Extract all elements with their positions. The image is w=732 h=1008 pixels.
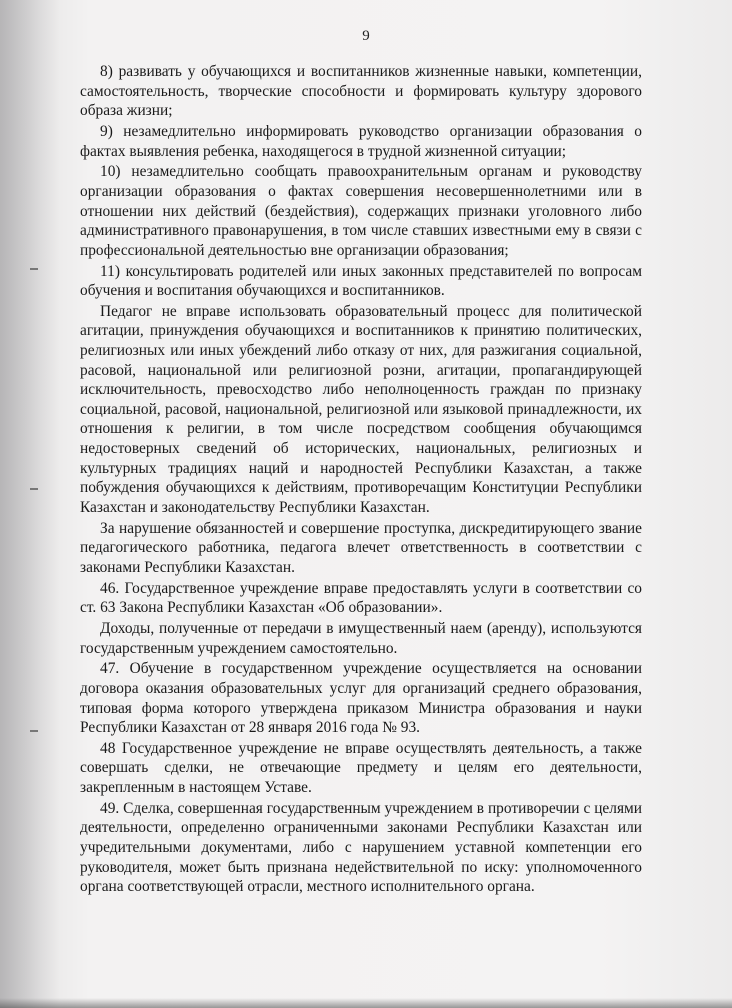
bottom-shadow <box>0 998 732 1008</box>
paragraph: 9) незамедлительно информировать руководство организации образования о фактах выявления ребенка, находящегося в трудной жизненной ситуации; <box>80 122 642 160</box>
binding-shadow <box>0 0 60 1008</box>
paragraph: 49. Сделка, совершенная государственным учреждением в противоречии с целями деятельности, определенно ограниченными законами Республики Казахстан или учредительными документами, либо с нарушением уставной компетенции его руководителя, может быть признана недействительной по иску: уполномоченного органа соответствующей отрасли, местного исполнительного органа. <box>80 799 642 896</box>
paragraph: 46. Государственное учреждение вправе предоставлять услуги в соответствии со ст. 63 Закона Республики Казахстан «Об образовании». <box>80 579 642 617</box>
document-body <box>80 62 642 898</box>
page-number: 9 <box>362 28 370 44</box>
edge-mark <box>30 488 38 490</box>
paragraph: Доходы, полученные от передачи в имущественный наем (аренду), используются государственным учреждением самостоятельно. <box>80 619 642 657</box>
edge-mark <box>30 730 38 732</box>
paragraph: 47. Обучение в государственном учреждение осуществляется на основании договора оказания образовательных услуг для организаций среднего образования, типовая форма которого утверждена приказом Министра образования и науки Республики Казахстан от 28 января 2016 года № 93. <box>80 660 642 737</box>
paragraph: 11) консультировать родителей или иных законных представителей по вопросам обучения и воспитания обучающихся и воспитанников. <box>80 262 642 300</box>
paragraph: 10) незамедлительно сообщать правоохранительным органам и руководству организации образования о фактах совершения несовершеннолетними или в отношении них действий (бездействия), содержащих признаки уголовного либо административного правонарушения, в том числе ставших известными ему в связи с профессиональной деятельностью вне организации образования; <box>80 163 642 259</box>
paragraph: 48 Государственное учреждение не вправе осуществлять деятельность, а также совершать сделки, не отвечающие предмету и целям его деятельности, закрепленным в настоящем Уставе. <box>80 739 642 797</box>
paragraph: 8) развивать у обучающихся и воспитанников жизненные навыки, компетенции, самостоятельность, творческие способности и формировать культуру здорового образа жизни; <box>80 63 642 120</box>
edge-mark <box>30 268 38 270</box>
paragraph: Педагог не вправе использовать образовательный процесс для политической агитации, принуждения обучающихся и воспитанников к принятию политических, религиозных или иных убеждений либо отказу от них, для разжигания социальной, расовой, национальной или религиозной розни, агитации, пропагандирующей исключительность, превосходство либо неполноценность граждан по признаку социальной, расовой, национальной, религиозной или языковой принадлежности, их отношения к религии, в том числе посредством сообщения обучающимся недостоверных сведений об исторических, национальных, религиозных и культурных традициях наций и народностей Республики Казахстан, а также побуждения обучающихся к действиям, противоречащим Конституции Республики Казахстан и законодательству Республики Казахстан. <box>80 302 642 516</box>
paragraph: За нарушение обязанностей и совершение проступка, дискредитирующего звание педагогического работника, педагога влечет ответственность в соответствии с законами Республики Казахстан. <box>80 519 642 576</box>
